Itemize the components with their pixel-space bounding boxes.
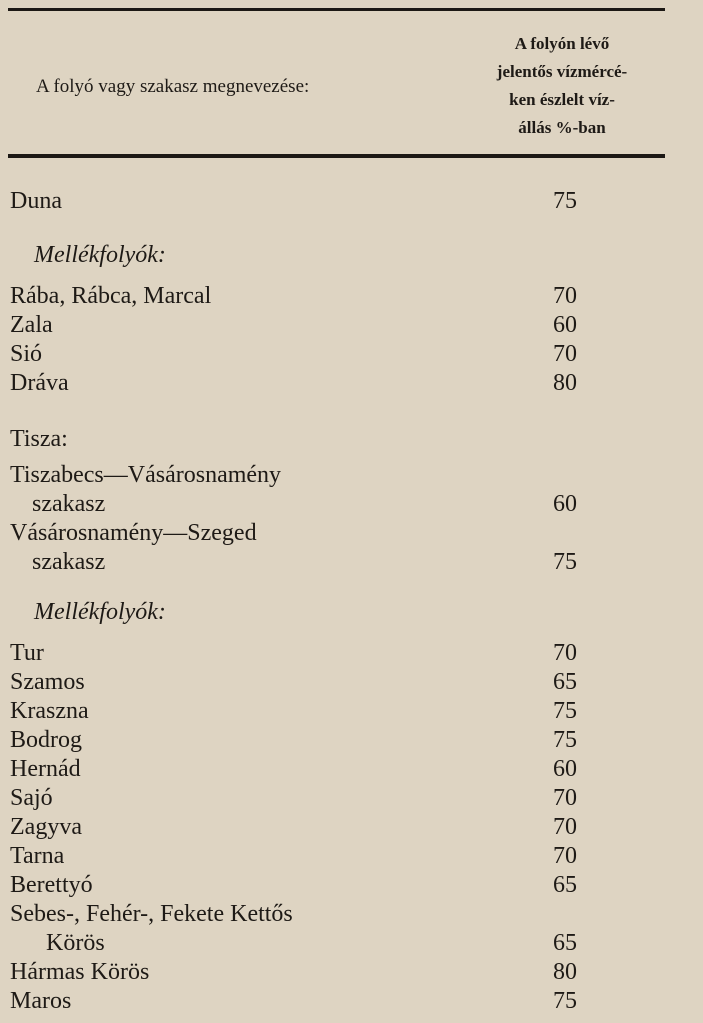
- river-name: Sebes-, Fehér-, Fekete Kettős: [10, 901, 293, 927]
- water-level-value: 70: [553, 814, 577, 840]
- table-row: [0, 638, 703, 668]
- table-row: [0, 841, 703, 871]
- water-level-value: 70: [553, 785, 577, 811]
- river-name: Szamos: [10, 669, 85, 695]
- table-row: [0, 928, 703, 958]
- river-name: Hernád: [10, 756, 81, 782]
- section-heading: Mellékfolyók:: [34, 242, 166, 268]
- river-name-continued: szakasz: [32, 549, 106, 575]
- river-name-continued: szakasz: [32, 491, 106, 517]
- column-header-value-line: jelentős vízmércé-: [496, 62, 628, 81]
- water-level-value: 75: [553, 988, 577, 1014]
- river-name: Tiszabecs—Vásárosnamény: [10, 462, 282, 488]
- river-name: Zagyva: [10, 814, 82, 840]
- table-row: [0, 339, 703, 369]
- river-name: Zala: [10, 312, 53, 338]
- table-row: [0, 460, 703, 490]
- water-level-value: 75: [553, 698, 577, 724]
- river-name: Dráva: [10, 370, 69, 396]
- section-heading: Tisza:: [10, 426, 68, 452]
- table-row: [0, 812, 703, 842]
- table-row: [0, 870, 703, 900]
- river-name: Rába, Rábca, Marcal: [10, 283, 212, 309]
- table-row: [0, 489, 703, 519]
- river-name: Vásárosnamény—Szeged: [10, 520, 257, 546]
- table-row: [0, 725, 703, 755]
- water-level-value: 65: [553, 930, 577, 956]
- table-row: [0, 986, 703, 1016]
- table-row: [0, 754, 703, 784]
- table-row: [0, 310, 703, 340]
- river-name: Duna: [10, 188, 62, 214]
- water-level-value: 80: [553, 959, 577, 985]
- water-level-value: 60: [553, 491, 577, 517]
- table-row: [0, 547, 703, 577]
- table-row: [0, 696, 703, 726]
- table-row: [0, 783, 703, 813]
- river-name: Tur: [10, 640, 44, 666]
- water-level-value: 70: [553, 843, 577, 869]
- river-name: Sajó: [10, 785, 53, 811]
- water-level-value: 75: [553, 188, 577, 214]
- river-name: Kraszna: [10, 698, 89, 724]
- water-level-value: 70: [553, 341, 577, 367]
- river-name: Bodrog: [10, 727, 82, 753]
- table-row: [0, 281, 703, 311]
- river-name-continued: Körös: [46, 930, 105, 956]
- table-row: [0, 957, 703, 987]
- column-header-name: A folyó vagy szakasz megnevezése:: [36, 76, 310, 97]
- table-row: [0, 368, 703, 398]
- water-level-value: 75: [553, 727, 577, 753]
- column-header-value-line: A folyón lévő: [514, 34, 610, 53]
- water-level-value: 80: [553, 370, 577, 396]
- river-name: Berettyó: [10, 872, 93, 898]
- section-heading: Mellékfolyók:: [34, 599, 166, 625]
- water-level-value: 65: [553, 872, 577, 898]
- table-row: [0, 899, 703, 929]
- river-name: Sió: [10, 341, 43, 367]
- column-header-value-line: állás %-ban: [518, 118, 606, 137]
- table-row: [0, 667, 703, 697]
- water-level-value: 60: [553, 312, 577, 338]
- water-level-value: 65: [553, 669, 577, 695]
- river-name: Hármas Körös: [10, 959, 150, 985]
- river-name: Tarna: [10, 843, 65, 869]
- water-level-value: 75: [553, 549, 577, 575]
- table-row: [0, 186, 703, 216]
- water-level-value: 70: [553, 640, 577, 666]
- water-level-value: 60: [553, 756, 577, 782]
- table-row: [0, 518, 703, 548]
- column-header-value-line: ken észlelt víz-: [509, 90, 615, 109]
- water-level-value: 70: [553, 283, 577, 309]
- river-name: Maros: [10, 988, 72, 1014]
